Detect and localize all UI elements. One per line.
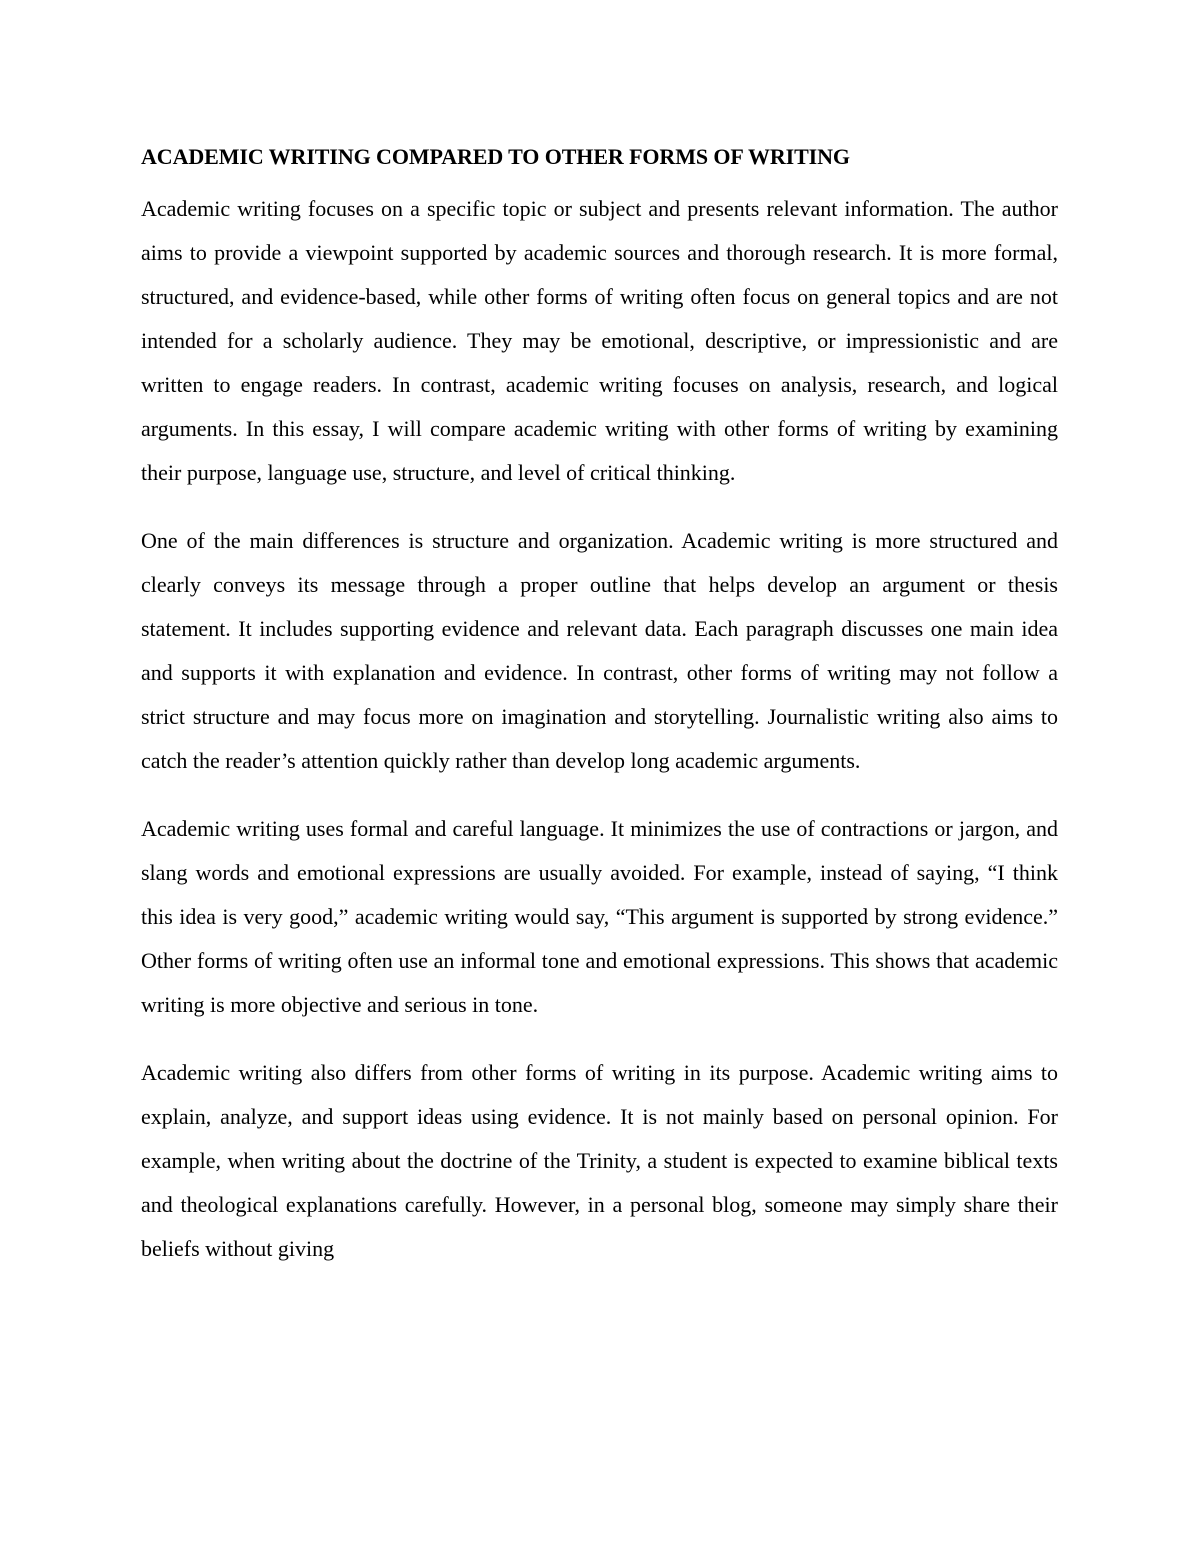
paragraph-purpose: Academic writing also differs from other forms of writing in its purpose. Academic writing aims to explain, analyze, and support ideas using evidence. It is not mainly based on personal opinion. For example, when writing about the doctrine of the Trinity, a student is expected to examine biblical texts and theological explanations carefully. However, in a personal blog, someone may simply share their beliefs without giving: [141, 1060, 1058, 1261]
document-title: ACADEMIC WRITING COMPARED TO OTHER FORMS OF WRITING: [141, 144, 850, 169]
paragraph-structure: One of the main differences is structure and organization. Academic writing is more structured and clearly conveys its message through a proper outline that helps develop an argument or thesis statement. It includes supporting evidence and relevant data. Each paragraph discusses one main idea and supports it with explanation and evidence. In contrast, other forms of writing may not follow a strict structure and may focus more on imagination and storytelling. Journalistic writing also aims to catch the reader’s attention quickly rather than develop long academic arguments.: [141, 528, 1058, 773]
paragraph-introduction: Academic writing focuses on a specific topic or subject and presents relevant information. The author aims to provide a viewpoint supported by academic sources and thorough research. It is more formal, structured, and evidence-based, while other forms of writing often focus on general topics and are not intended for a scholarly audience. They may be emotional, descriptive, or impressionistic and are written to engage readers. In contrast, academic writing focuses on analysis, research, and logical arguments. In this essay, I will compare academic writing with other forms of writing by examining their purpose, language use, structure, and level of critical thinking.: [141, 196, 1058, 485]
paragraph-language: Academic writing uses formal and careful language. It minimizes the use of contractions or jargon, and slang words and emotional expressions are usually avoided. For example, instead of saying, “I think this idea is very good,” academic writing would say, “This argument is supported by strong evidence.” Other forms of writing often use an informal tone and emotional expressions. This shows that academic writing is more objective and serious in tone.: [141, 816, 1058, 1017]
document-body: [141, 141, 1058, 1295]
